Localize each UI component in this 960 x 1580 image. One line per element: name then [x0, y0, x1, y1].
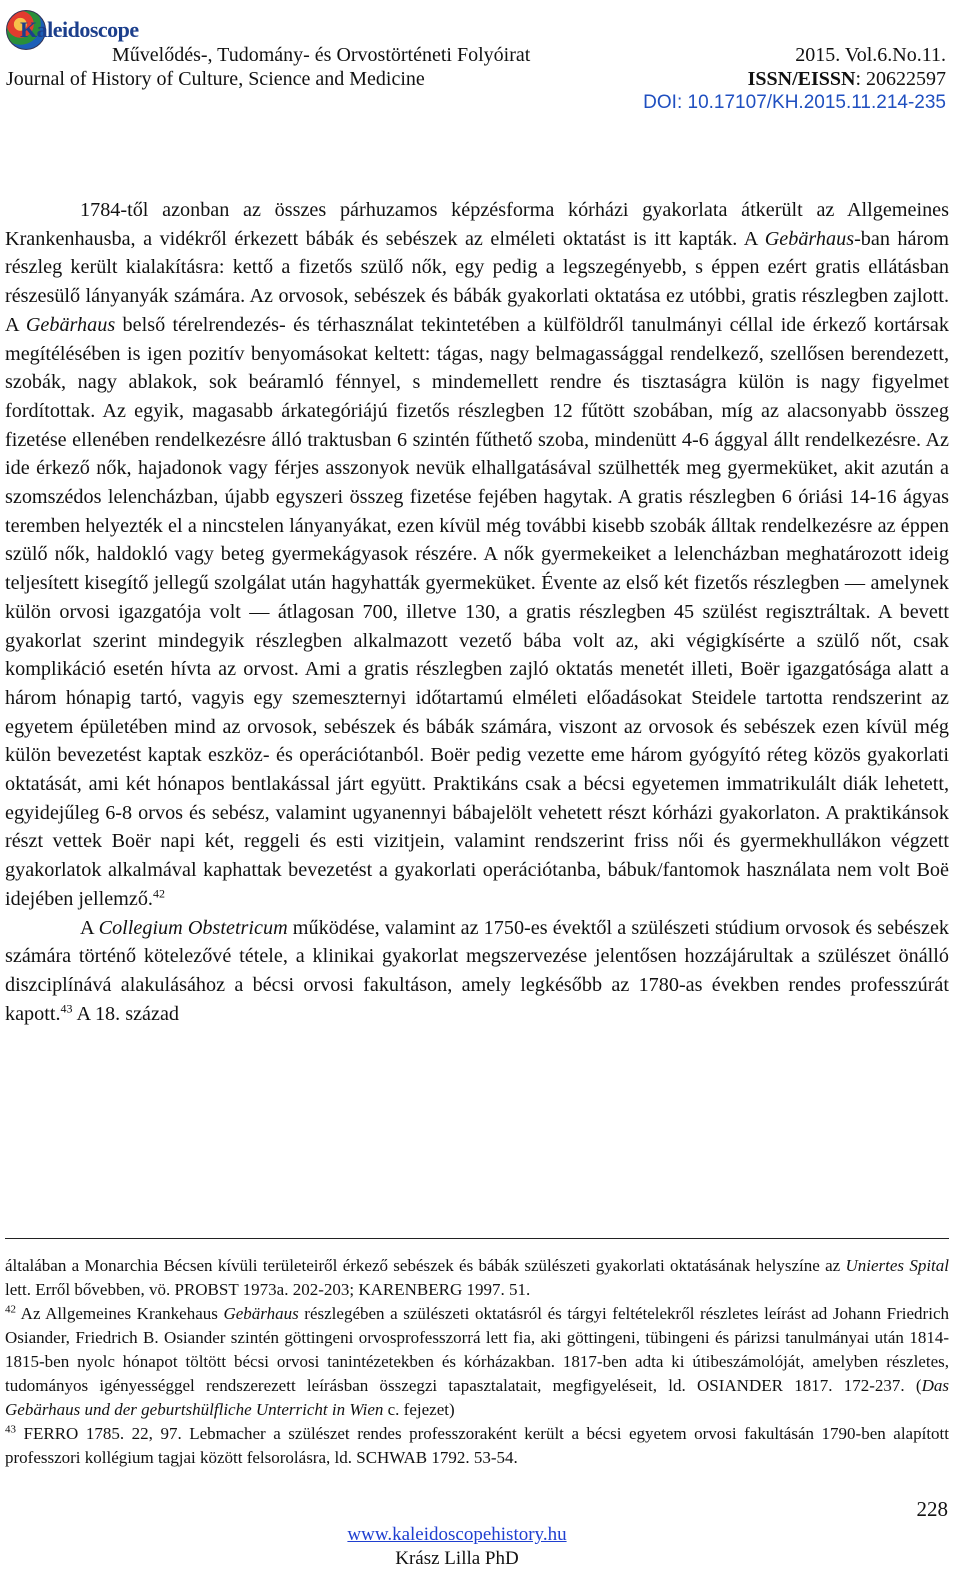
doi-label: DOI: [643, 92, 688, 113]
footnote-ref-42[interactable]: 42 [152, 886, 165, 901]
issn-value: : 20622597 [855, 68, 946, 90]
italic-term: Uniertes Spital [845, 1256, 949, 1275]
page-header [0, 0, 960, 120]
text-run: részlegében a szülészeti oktatásról és tárgyi feltételekről részletes leírást ad Johann Friedrich Osiander, Friedrich B. Osiander szintén göttingeni orvosprofesszorrá lett fia, aki göttingeni, tübingeni és párizsi tanulmányai után 1814-1815-ben nyolc hónapot töltött bécsi orvosi tanintézetekben és kórházakban. 1817-ben adta ki útibeszámolóját, amelyben részletes, tudományos igényességgel rendszerezett leírásban összegzi tapasztalatait, megfigyeléseit, ld. OSIANDER 1817. 172-237. ( [5, 1304, 949, 1395]
logo-text: Kaleidoscope [20, 17, 139, 42]
footnote-divider [5, 1238, 949, 1239]
author-name: Krász Lilla PhD [395, 1548, 519, 1569]
doi-value: 10.17107/KH.2015.11.214-235 [687, 92, 946, 113]
footnote-continuation [5, 1254, 949, 1302]
footnote-number: 42 [5, 1303, 16, 1316]
text-run: A [80, 916, 99, 939]
issn-info [748, 68, 946, 91]
text-run: 1784-től azonban az összes párhuzamos képzésforma kórházi gyakorlata átkerült az Allgemeines Krankenhausba, a vidékről érkezett bábák és sebészek az elméleti oktatást is itt kapták. A [5, 199, 949, 250]
footnote-43 [5, 1422, 949, 1470]
issn-label: ISSN/EISSN [747, 68, 856, 90]
text-run: A 18. század [72, 1002, 180, 1025]
page-number: 228 [916, 1497, 948, 1521]
body-paragraph-2 [5, 914, 949, 1029]
footnote-number: 43 [5, 1423, 16, 1436]
journal-title-hu: Művelődés-, Tudomány- és Orvostörténeti Folyóirat [112, 44, 531, 66]
text-run: általában a Monarchia Bécsen kívüli területeiről érkező sebészek és bábák szülészeti gyakorlati oktatásának helyszíne az [5, 1256, 846, 1275]
website-link[interactable]: www.kaleidoscopehistory.hu [347, 1524, 567, 1545]
text-run: FERRO 1785. 22, 97. Lebmacher a szülészet rendes professzoraként került a bécsi egyetem orvosi fakultásán 1790-ben alapított professzori kollégium tagjai között felsorolásra, ld. SCHWAB 1792. 53-54. [5, 1424, 949, 1467]
text-run: c. fejezet) [383, 1400, 455, 1419]
text-run: -ban három részleg került kialakításra: kettő a fizetős szülő nők, egy pedig a legszegényebb, s éppen ezért gratis ellátásban részesülő lányanyák számára. Az orvosok, sebészek és bábák gyakorlati oktatása ez utóbbi, gratis részlegben zajlott. A [5, 227, 950, 336]
text-run: belső térelrendezés- és térhasználat tekintetében a külföldről tanulmányi céllal ide érkező kortársak megítélésében is igen pozitív benyomásokat keltett: tágas, nagy belmagassággal rendelkező, szellősen berendezett, szobák, nagy ablakok, sok beáramló fénnyel, s mindemellett rendre és tisztaságra külön is nagy figyelmet fordítottak. Az egyik, magasabb árkategóriájú fizetős részlegben 12 fűtött szobában, míg az alacsonyabb összeg fizetése ellenében rendelkezésre álló traktusban 6 szintén fűthető szoba, mindenütt 4-6 ággyal állt rendelkezésre. Az ide érkező nők, hajadonok vagy férjes asszonyok nevük elhallgatásával szülhették meg gyermeküket, akit azután a szomszédos lelencházban, újabb egyszeri összeg fizetése fejében hagytak. A gratis részlegben 6 óriási 14-16 ágyas teremben helyezték el a nincstelen lányanyákat, ezen kívül még további kisebb szobák álltak rendelkezésre az éppen szülő nők, haldokló vagy beteg gyermekágyasok részére. A nők gyermekeiket a lelencházban meghatározott ideig teljesített kisegítő jellegű szolgálat után hagyhatták gyermeküket. Évente az első két fizetős részlegben — amelynek külön orvosi igazgatója volt — átlagosan 700, illetve 130, a gratis részlegben 45 szülést regisztráltak. A bevett gyakorlat szerint mindegyik részlegben alkalmazott vezető bába volt az, aki végigkísérte a szülő nőt, csak komplikáció esetén hívta az orvost. Ami a gratis részlegben zajló oktatás menetét illeti, Boër igazgatósága alatt a három hónapig tartó, vagyis egy szemeszternyi időtartamú elméleti előadásokat Steidele tartotta rendszerint az egyetem épületében mind az orvosok, sebészek és bábák számára, viszont az orvosok és sebészek ezen kívül még külön bevezetést kaptak eszköz- és operációtanból. Boër pedig vezette eme három gyógyító réteg közös gyakorlati oktatását, ami két hónapos bentlakással járt együtt. Praktikáns csak a bécsi egyetemen immatrikulált diák lehetett, egyidejűleg 6-8 orvos és sebész, valamint ugyanennyi bábajelölt vehetett részt kórházi gyakorlaton. A praktikánsok részt vettek Boër napi két, reggeli és esti vizitjein, valamint rendszerint friss női és gyermekhullákon végzett gyakorlatok alkalmával kaphattak bevezetést a gyakorlati operációtanba, bábuk/fantomok használata nem volt Boë idejében jellemző. [5, 313, 949, 910]
italic-term: Gebärhaus [223, 1304, 299, 1323]
footnote-42 [5, 1302, 949, 1422]
body-paragraph-1 [5, 196, 949, 914]
text-run: Az Allgemeines Krankehaus [16, 1304, 224, 1323]
main-text [5, 196, 949, 1028]
footnotes [5, 1254, 949, 1470]
journal-title-en: Journal of History of Culture, Science and Medicine [6, 68, 425, 90]
footnote-ref-43[interactable]: 43 [60, 1000, 73, 1015]
text-run: lett. Erről bővebben, vö. PROBST 1973a. 202-203; KARENBERG 1997. 51. [5, 1280, 531, 1299]
issue-info: 2015. Vol.6.No.11. [795, 44, 946, 66]
italic-term: Gebärhaus [25, 313, 116, 336]
text-run: működése, valamint az 1750-es évektől a szülészeti stúdium orvosok és sebészek számára történő kötelezővé tétele, a klinikai gyakorlat megszervezése jelentősen hozzájárultak a szülészet önálló diszciplínává alakulásához a bécsi orvosi fakultáson, amely legkésőbb az 1780-as években rendes professzúrát kapott. [5, 916, 950, 1025]
italic-term: Gebärhaus [764, 227, 855, 250]
doi-info [643, 92, 946, 114]
italic-term: Collegium Obstetricum [98, 916, 288, 939]
italic-term: Das Gebärhaus und der geburtshülfliche Unterricht in Wien [5, 1376, 949, 1419]
